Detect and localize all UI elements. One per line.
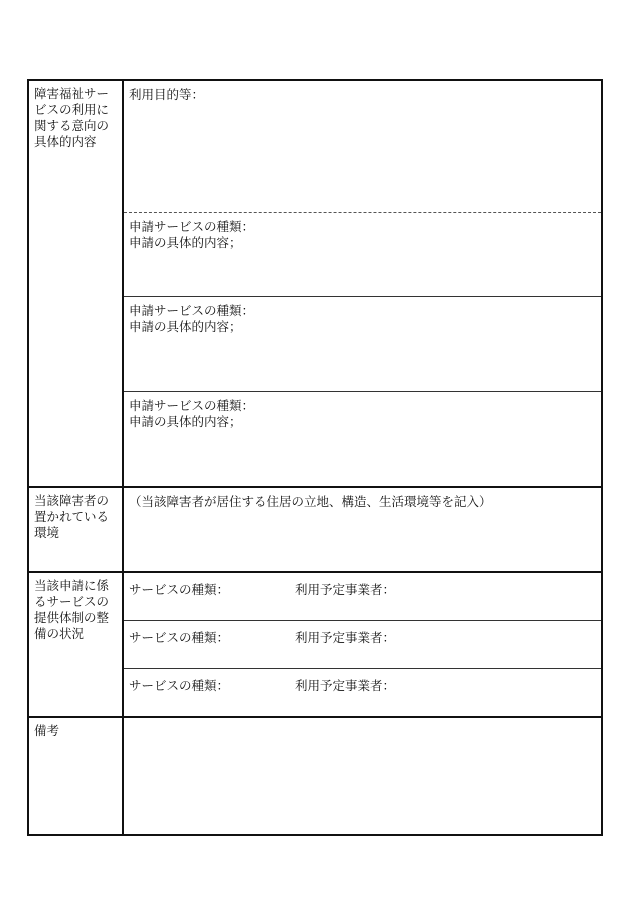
request-block-2[interactable] [124, 297, 601, 392]
request-block-1[interactable] [124, 213, 601, 297]
provision-provider-label: 利用予定事業者： [295, 582, 396, 597]
request-details-label: 申請の具体的内容； [129, 235, 242, 250]
provision-provider-label: 利用予定事業者： [295, 630, 396, 645]
provision-row-2[interactable] [124, 621, 601, 669]
provision-provider-label: 利用予定事業者： [295, 678, 396, 693]
remarks-section [29, 718, 601, 834]
environment-note: （当該障害者が居住する住居の立地、構造、生活環境等を記入） [129, 494, 492, 509]
provision-content [124, 573, 601, 716]
request-service-type-label: 申請サービスの種類： [129, 219, 255, 234]
provision-row-3[interactable] [124, 669, 601, 716]
request-block-3[interactable] [124, 392, 601, 488]
environment-section [29, 488, 601, 573]
provision-service-type-label: サービスの種類： [129, 582, 230, 597]
provision-service-type-label: サービスの種類： [129, 630, 230, 645]
environment-label: 当該障害者の置かれている環境 [29, 488, 124, 571]
environment-content[interactable] [124, 488, 601, 571]
request-details-label: 申請の具体的内容； [129, 414, 242, 429]
service-intention-section [29, 81, 601, 488]
application-form-table [27, 79, 603, 836]
service-intention-label: 障害福祉サービスの利用に関する意向の具体的内容 [29, 81, 124, 486]
purpose-field[interactable] [124, 81, 601, 213]
remarks-label: 備考 [29, 718, 124, 834]
remarks-content[interactable] [124, 718, 601, 834]
purpose-label: 利用目的等： [129, 87, 205, 102]
request-service-type-label: 申請サービスの種類： [129, 398, 255, 413]
request-service-type-label: 申請サービスの種類： [129, 303, 255, 318]
service-intention-content [124, 81, 601, 486]
provision-section [29, 573, 601, 718]
provision-row-1[interactable] [124, 573, 601, 621]
request-details-label: 申請の具体的内容； [129, 319, 242, 334]
provision-label: 当該申請に係るサービスの提供体制の整備の状況 [29, 573, 124, 716]
provision-service-type-label: サービスの種類： [129, 678, 230, 693]
